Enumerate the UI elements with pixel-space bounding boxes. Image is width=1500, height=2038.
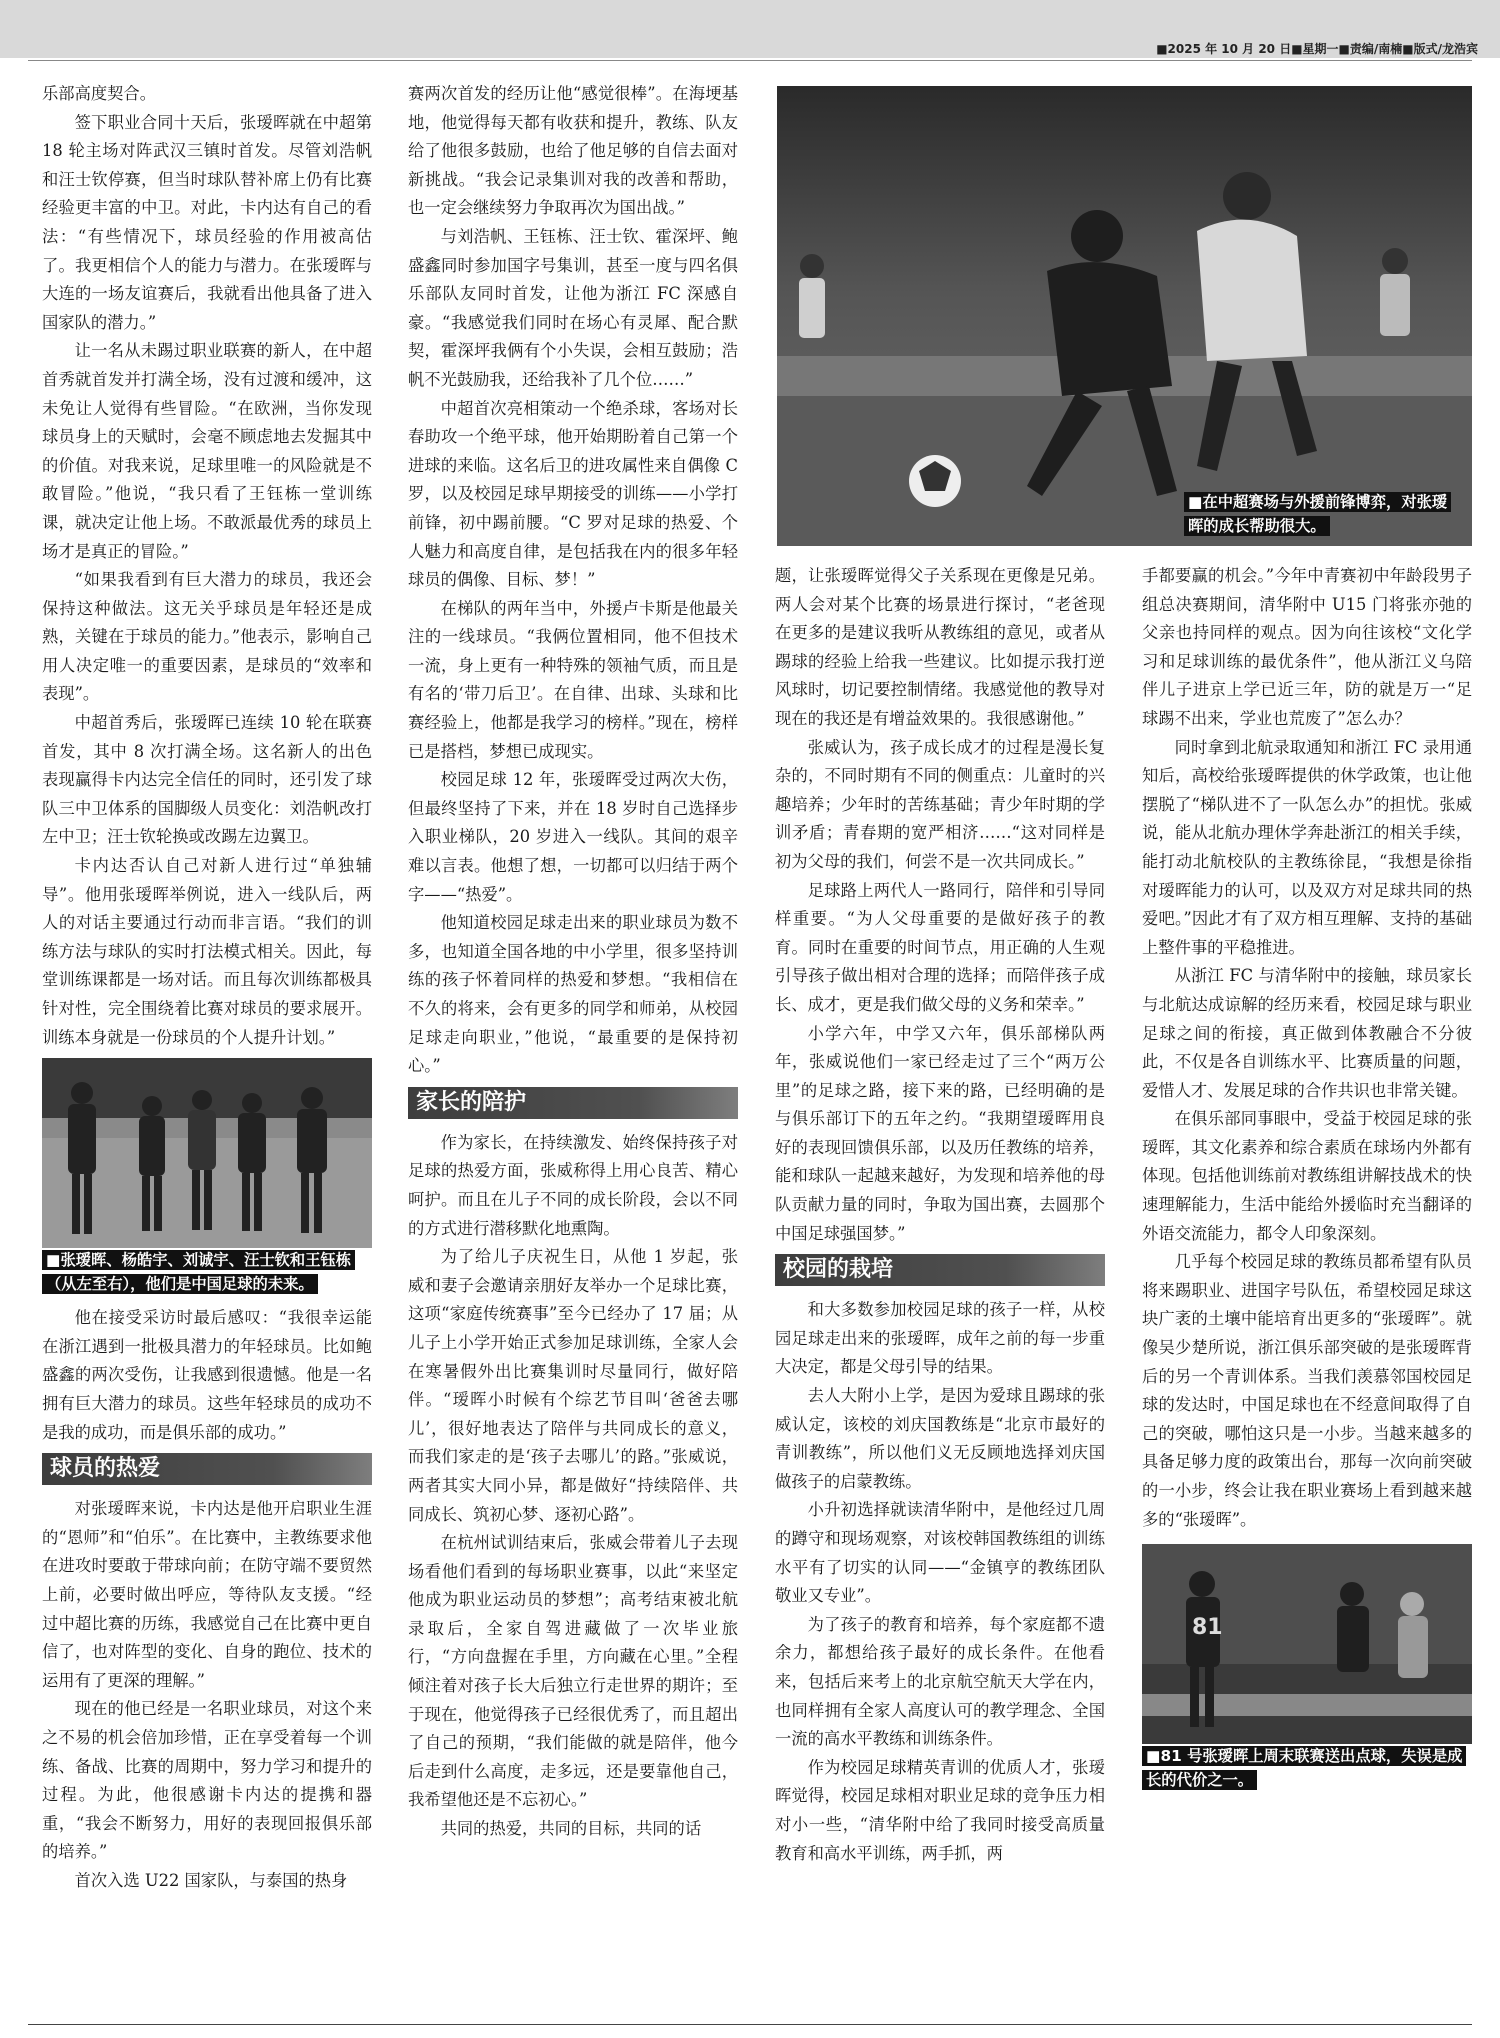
- paragraph: 在杭州试训结束后，张威会带着儿子去现场看他们看到的每场职业赛事，以此“来坚定他成为职业运动员的梦想”；高考结束被北航录取后，全家自驾进藏做了一次毕业旅行，“方向盘握在手里，方向藏在心里。”全程倾注着对孩子长大后独立行走世界的期许；至于现在，他觉得孩子已经很优秀了，而且超出了自己的预期，“我们能做的就是陪伴，他今后走到什么高度，走多远，还是要靠他自己，我希望他还是不忘初心。”: [408, 1533, 738, 1810]
- paragraph: 与刘浩帆、王钰栋、汪士钦、霍深坪、鲍盛鑫同时参加国字号集训，甚至一度与四名俱乐部队友同时首发，让他为浙江 FC 深感自豪。“我感觉我们同时在场心有灵犀、配合默契，霍深坪我俩有个小失误，会相互鼓励；浩帆不光鼓励我，还给我补了几个位……”: [408, 226, 738, 389]
- paragraph: 小升初选择就读清华附中，是他经过几周的蹲守和现场观察，对该校韩国教练组的训练水平有了切实的认同——“金镇亨的教练团队敬业又专业”。: [775, 1500, 1105, 1606]
- paragraph: “如果我看到有巨大潜力的球员，我还会保持这种做法。这无关乎球员是年轻还是成熟，关键在于球员的能力。”他表示，影响自己用人决定唯一的重要因素，是球员的“效率和表现”。: [42, 570, 372, 704]
- paragraph: 作为校园足球精英青训的优质人才，张瑷晖觉得，校园足球相对职业足球的竞争压力相对小一些，“清华附中给了我同时接受高质量教育和高水平训练，两手抓，两: [775, 1757, 1105, 1863]
- paragraph: 让一名从未踢过职业联赛的新人，在中超首秀就首发并打满全场，没有过渡和缓冲，这未免让人觉得有些冒险。“在欧洲，当你发现球员身上的天赋时，会毫不顾虑地去发掘其中的价值。对我来说，足球里唯一的风险就是不敢冒险。”他说，“我只看了王钰栋一堂训练课，就决定让他上场。不敢派最优秀的球员上场才是真正的冒险。”: [42, 341, 372, 561]
- paragraph: 赛两次首发的经历让他“感觉很棒”。在海埂基地，他觉得每天都有收获和提升，教练、队友给了他很多鼓励，也给了他足够的自信去面对新挑战。“我会记录集训对我的改善和帮助，也一定会继续努力争取再次为国出战。”: [408, 84, 738, 218]
- paragraph: 对张瑷晖来说，卡内达是他开启职业生涯的“恩师”和“伯乐”。在比赛中，主教练要求他在进攻时要敢于带球向前；在防守端不要贸然上前，必要时做出呼应，等待队友支援。“经过中超比赛的历练，我感觉自己在比赛中更自信了，也对阵型的变化、自身的跑位、技术的运用有了更深的理解。”: [42, 1499, 372, 1690]
- paragraph: 他知道校园足球走出来的职业球员为数不多，也知道全国各地的中小学里，很多坚持训练的孩子怀着同样的热爱和梦想。“我相信在不久的将来，会有更多的同学和师弟，从校园足球走向职业，”他说，“最重要的是保持初心。”: [408, 913, 738, 1076]
- paragraph: 和大多数参加校园足球的孩子一样，从校园足球走出来的张瑷晖，成年之前的每一步重大决定，都是父母引导的结果。: [775, 1300, 1105, 1377]
- photo-match-duel: [777, 86, 1472, 546]
- paragraph: 签下职业合同十天后，张瑷晖就在中超第 18 轮主场对阵武汉三镇时首发。尽管刘浩帆和汪士钦停赛，但当时球队替补席上仍有比赛经验更丰富的中卫。对此，卡内达有自己的看法：“有些情况下，球员经验的作用被高估了。我更相信个人的能力与潜力。在张瑷晖与大连的一场友谊赛后，我就看出他具备了进入国家队的潜力。”: [42, 112, 372, 332]
- section-heading: 球员的热爱: [42, 1453, 372, 1485]
- paragraph: 在俱乐部同事眼中，受益于校园足球的张瑷晖，其文化素养和综合素质在球场内外都有体现。包括他训练前对教练组讲解技战术的快速理解能力，生活中能给外援临时充当翻译的外语交流能力，都令人印象深刻。: [1142, 1109, 1472, 1243]
- page-header-info: ■2025 年 10 月 20 日■星期一■责编/南楠■版式/龙浩宾: [1156, 42, 1478, 56]
- paragraph: 足球路上两代人一路同行，陪伴和引导同样重要。“为人父母重要的是做好孩子的教育。同时在重要的时间节点，用正确的人生观引导孩子做出相对合理的选择；而陪伴孩子成长、成才，更是我们做父母的义务和荣幸。”: [775, 880, 1105, 1014]
- paragraph: 题，让张瑷晖觉得父子关系现在更像是兄弟。两人会对某个比赛的场景进行探讨，“老爸现在更多的是建议我听从教练组的意见，或者从踢球的经验上给我一些建议。比如提示我打逆风球时，切记要控制情绪。我感觉他的教导对现在的我还是有增益效果的。我很感谢他。”: [775, 566, 1105, 728]
- photo-penalty-81: [1142, 1544, 1472, 1744]
- paragraph: 卡内达否认自己对新人进行过“单独辅导”。他用张瑷晖举例说，进入一线队后，两人的对话主要通过行动而非言语。“我们的训练方法与球队的实时打法模式相关。因此，每堂训练课都是一场对话。而且每次训练都极具针对性，完全围绕着比赛对球员的要求展开。训练本身就是一份球员的个人提升计划。”: [42, 856, 372, 1047]
- paragraph: 小学六年，中学又六年，俱乐部梯队两年，张威说他们一家已经走过了三个“两万公里”的足球之路，接下来的路，已经明确的是与俱乐部订下的五年之约。“我期望瑷晖用良好的表现回馈俱乐部，以及历任教练的培养，能和球队一起越来越好，为发现和培养他的母队贡献力量的同时，争取为国出赛，去圆那个中国足球强国梦。”: [775, 1023, 1105, 1243]
- photo-caption: ■81 号张瑷晖上周末联赛送出点球，失误是成长的代价之一。: [1142, 1744, 1472, 1792]
- paragraph: 去人大附小上学，是因为爱球且踢球的张威认定，该校的刘庆国教练是“北京市最好的青训教练”，所以他们义无反顾地选择刘庆国做孩子的启蒙教练。: [775, 1386, 1105, 1491]
- column-2: [408, 80, 738, 2015]
- column-3: [775, 562, 1105, 2017]
- paragraph: 他在接受采访时最后感叹：“我很幸运能在浙江遇到一批极具潜力的年轻球员。比如鲍盛鑫的两次受伤，让我感到很遗憾。他是一名拥有巨大潜力的球员。这些年轻球员的成功不是我的成功，而是俱乐部的成功。”: [42, 1308, 372, 1442]
- section-heading: 家长的陪护: [408, 1087, 738, 1119]
- paragraph: 乐部高度契合。: [42, 84, 156, 103]
- paragraph: 中超首次亮相策动一个绝杀球，客场对长春助攻一个绝平球，他开始期盼着自己第一个进球的来临。这名后卫的进攻属性来自偶像 C 罗，以及校园足球早期接受的训练——小学打前锋，初中踢前腰。“C 罗对足球的热爱、个人魅力和高度自律，是包括我在内的很多年轻球员的偶像、目标、梦！”: [408, 398, 738, 590]
- header-rule: [28, 60, 1472, 61]
- paragraph: 校园足球 12 年，张瑷晖受过两次大伤，但最终坚持了下来，并在 18 岁时自己选择步入职业梯队，20 岁进入一线队。其间的艰辛难以言表。他想了想，一切都可以归结于两个字——“热爱”。: [408, 770, 738, 904]
- svg-text:81: 81: [1192, 1615, 1223, 1641]
- paragraph: 作为家长，在持续激发、始终保持孩子对足球的热爱方面，张威称得上用心良苦、精心呵护。而且在儿子不同的成长阶段，会以不同的方式进行潜移默化地熏陶。: [408, 1132, 738, 1238]
- column-4: [1142, 562, 1472, 2017]
- paragraph: 张威认为，孩子成长成才的过程是漫长复杂的，不同时期有不同的侧重点：儿童时的兴趣培养；少年时的苦练基础；青少年时期的学训矛盾；青春期的宽严相济……“这对同样是初为父母的我们，何尝不是一次共同成长。”: [775, 737, 1105, 871]
- paragraph: 在梯队的两年当中，外援卢卡斯是他最关注的一线球员。“我俩位置相同，他不但技术一流，身上更有一种特殊的领袖气质，而且是有名的‘带刀后卫’。在自律、出球、头球和比赛经验上，他都是我学习的榜样。”现在，榜样已是搭档，梦想已成现实。: [408, 598, 738, 761]
- paragraph: 手都要赢的机会。”今年中青赛初中年龄段男子组总决赛期间，清华附中 U15 门将张亦弛的父亲也持同样的观点。因为向往该校“文化学习和足球训练的最优条件”，他从浙江义乌陪伴儿子进京上学已近三年，防的就是万一“足球踢不出来，学业也荒废了”怎么办？: [1142, 566, 1472, 728]
- photo-caption: ■张瑷晖、杨皓宇、刘诚宇、汪士钦和王钰栋（从左至右），他们是中国足球的未来。: [42, 1248, 372, 1296]
- photo-caption: ■在中超赛场与外援前锋博弈，对张瑷晖的成长帮助很大。: [1184, 490, 1462, 538]
- footer-rule: [28, 2024, 1472, 2025]
- paragraph: 现在的他已经是一名职业球员，对这个来之不易的机会倍加珍惜，正在享受着每一个训练、备战、比赛的周期中，努力学习和提升的过程。为此，他很感谢卡内达的提携和器重，“我会不断努力，用好的表现回报俱乐部的培养。”: [42, 1699, 372, 1862]
- column-1: [42, 80, 372, 2015]
- section-heading: 校园的栽培: [775, 1254, 1105, 1286]
- paragraph: 首次入选 U22 国家队，与泰国的热身: [74, 1870, 348, 1890]
- paragraph: 几乎每个校园足球的教练员都希望有队员将来踢职业、进国字号队伍，希望校园足球这块广袤的土壤中能培育出更多的“张瑷晖”。就像吴少楚所说，浙江俱乐部突破的是张瑷晖背后的另一个青训体系。当我们羡慕邻国校园足球的发达时，中国足球也在不经意间取得了自己的突破，哪怕这只是一小步。当越来越多的具备足够力度的政策出台，那每一次向前突破的一小步，终会让我在职业赛场上看到越来越多的“张瑷晖”。: [1142, 1252, 1472, 1529]
- paragraph: 同时拿到北航录取通知和浙江 FC 录用通知后，高校给张瑷晖提供的休学政策，也让他摆脱了“梯队进不了一队怎么办”的担忧。张威说，能从北航办理休学奔赴浙江的相关手续，能打动北航校队的主教练徐昆，“我想是徐指对瑷晖能力的认可，以及双方对足球共同的热爱吧。”因此才有了双方相互理解、支持的基础上整件事的平稳推进。: [1142, 737, 1472, 957]
- paragraph: 共同的热爱，共同的目标，共同的话: [440, 1819, 702, 1839]
- paragraph: 为了给儿子庆祝生日，从他 1 岁起，张威和妻子会邀请亲朋好友举办一个足球比赛，这项“家庭传统赛事”至今已经办了 17 届；从儿子上小学开始正式参加足球训练，全家人会在寒暑假外出比赛集训时尽量同行，做好陪伴。“瑷晖小时候有个综艺节目叫‘爸爸去哪儿’，很好地表达了陪伴与共同成长的意义，而我们家走的是‘孩子去哪儿’的路。”张威说，两者其实大同小异，都是做好“持续陪伴、共同成长、筑初心梦、逐初心路”。: [408, 1247, 738, 1524]
- paragraph: 中超首秀后，张瑷晖已连续 10 轮在联赛首发，其中 8 次打满全场。这名新人的出色表现赢得卡内达完全信任的同时，还引发了球队三中卫体系的国脚级人员变化：刘浩帆改打左中卫；汪士钦轮换或改踢左边翼卫。: [42, 713, 372, 847]
- photo-players-group: [42, 1058, 372, 1248]
- paragraph: 从浙江 FC 与清华附中的接触，球员家长与北航达成谅解的经历来看，校园足球与职业足球之间的衔接，真正做到体教融合不分彼此，不仅是各自训练水平、比赛质量的问题，爱惜人才、发展足球的合作共识也非常关键。: [1142, 966, 1472, 1100]
- paragraph: 为了孩子的教育和培养，每个家庭都不遗余力，都想给孩子最好的成长条件。在他看来，包括后来考上的北京航空航天大学在内，也同样拥有全家人高度认可的教学理念、全国一流的高水平教练和训练条件。: [775, 1614, 1105, 1749]
